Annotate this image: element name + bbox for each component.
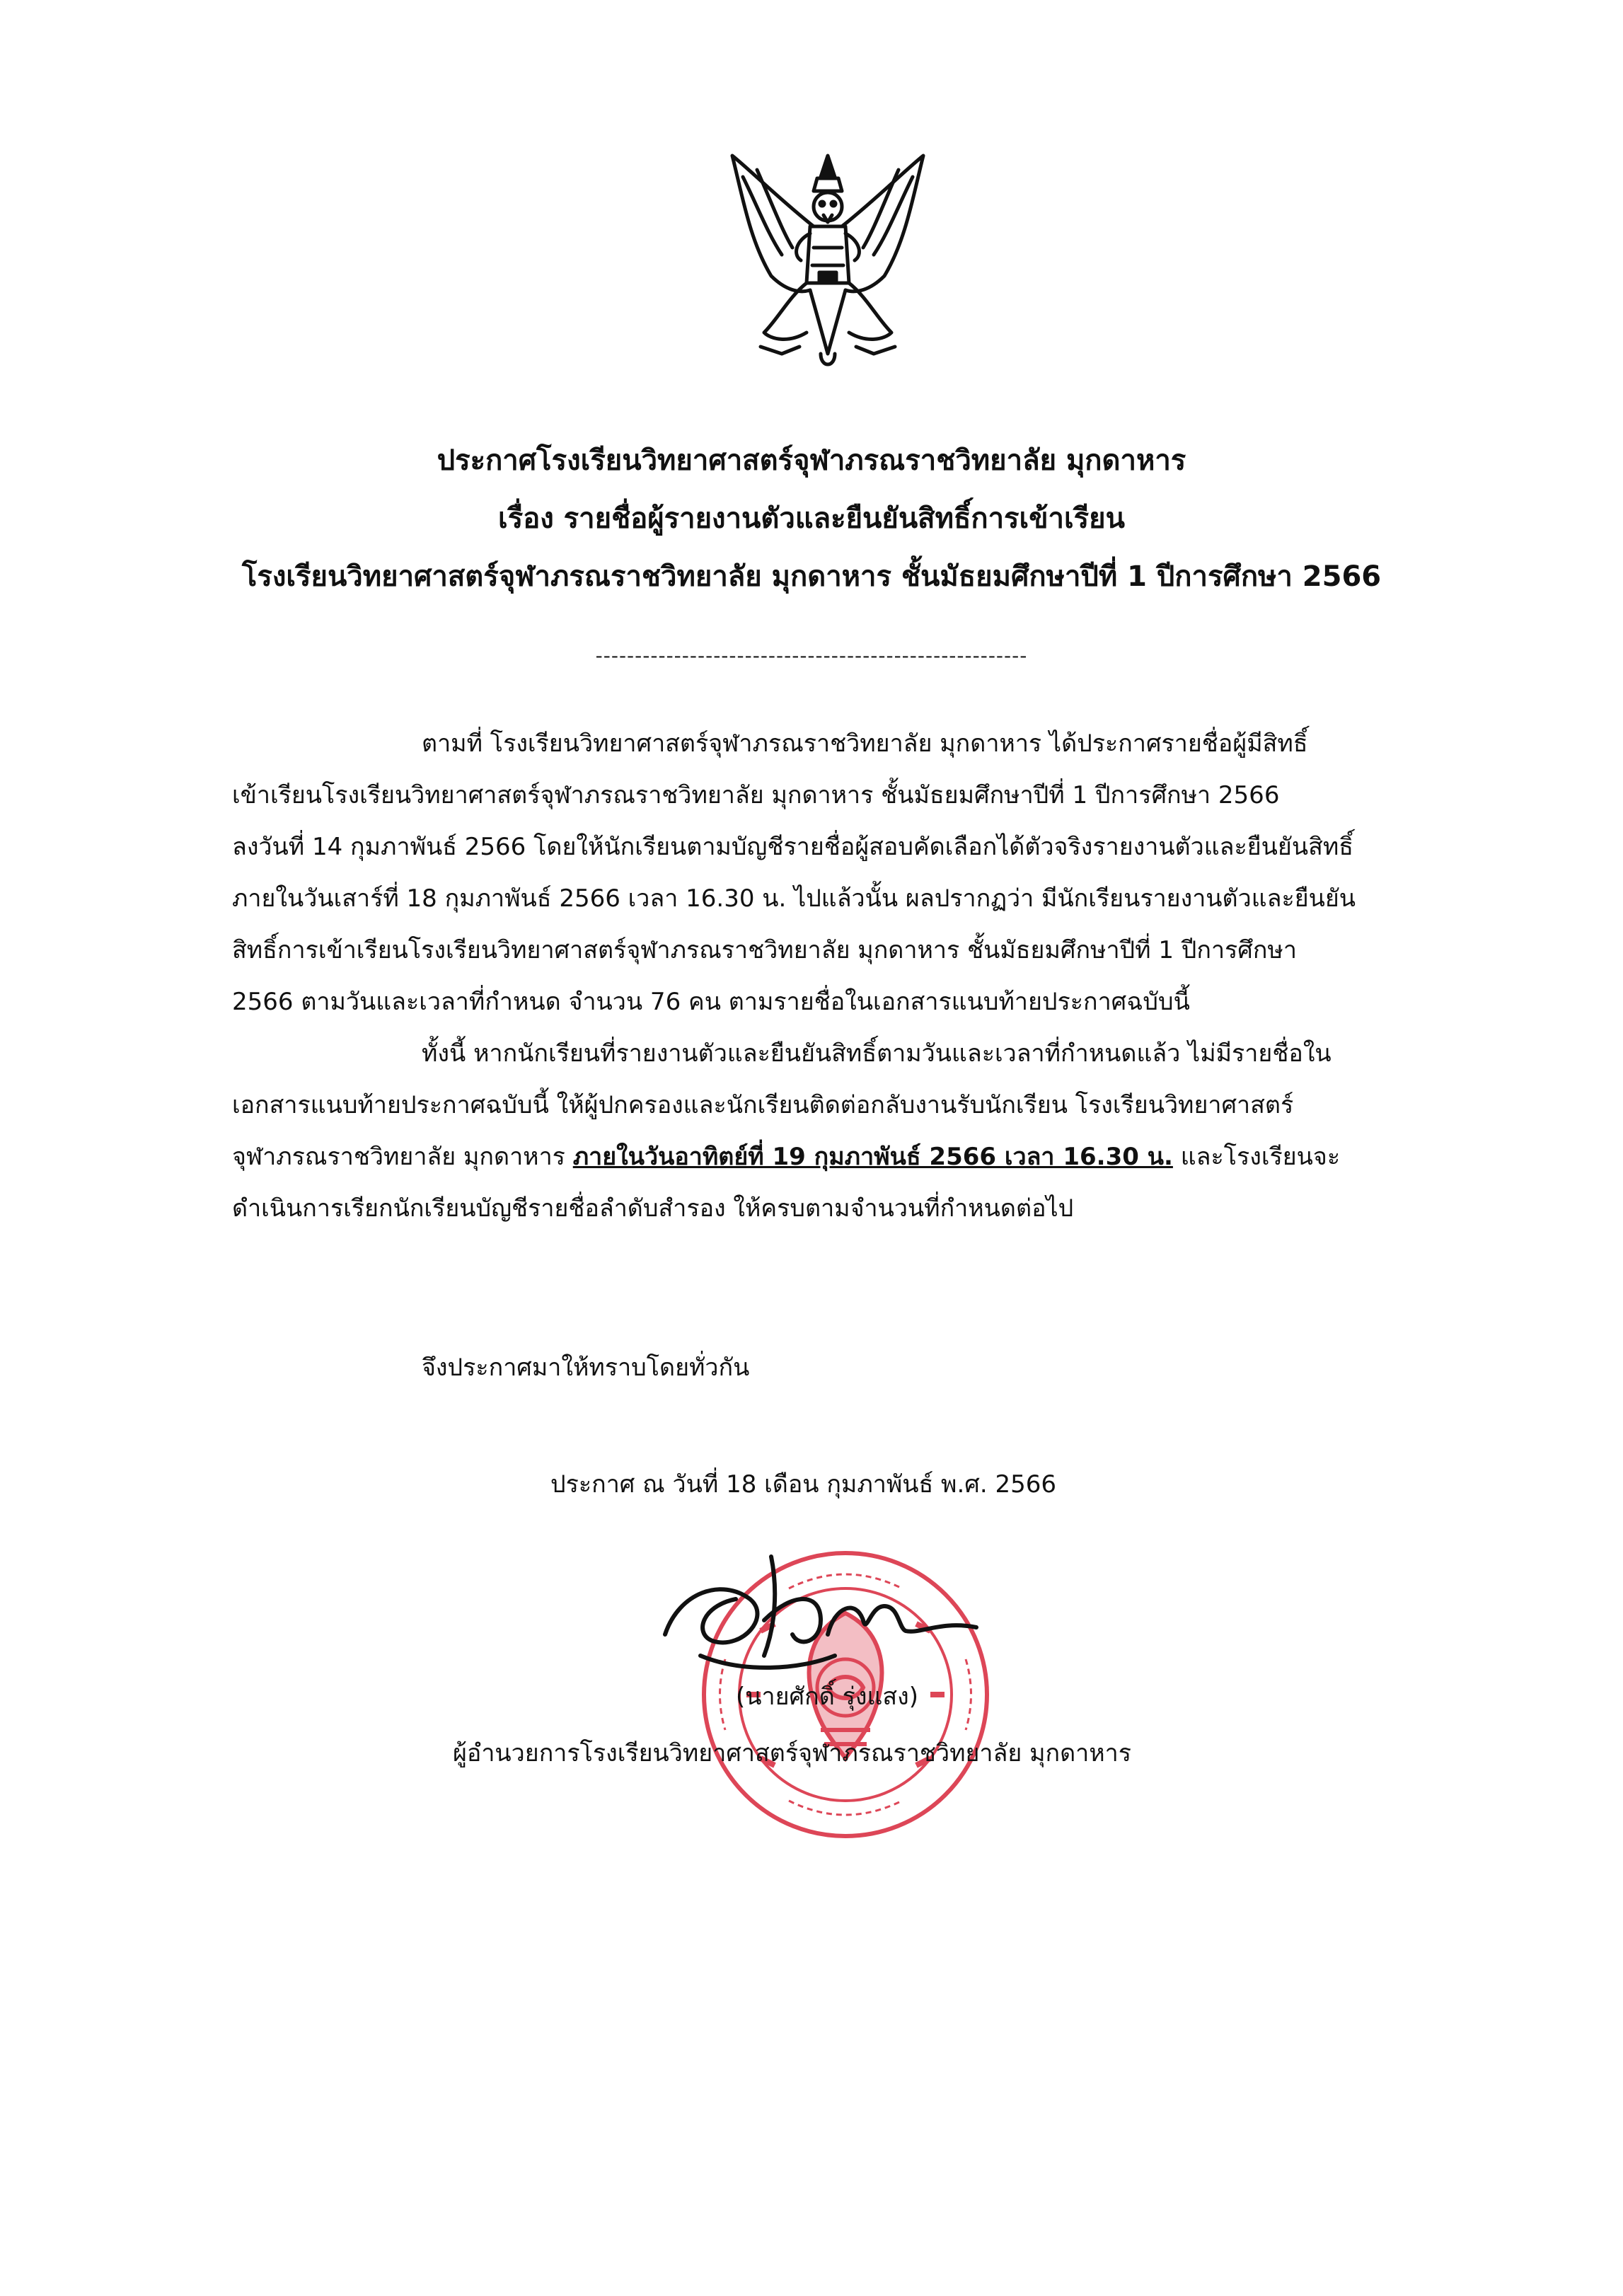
signer-position: ผู้อำนวยการโรงเรียนวิทยาศาสตร์จุฬาภรณราชวิทยาลัย มุกดาหาร <box>453 1739 1132 1767</box>
paragraph-1-line-5: สิทธิ์การเข้าเรียนโรงเรียนวิทยาศาสตร์จุฬาภรณราชวิทยาลัย มุกดาหาร ชั้นมัธยมศึกษาปีที่ 1 ปีการศึกษา <box>232 936 1297 964</box>
paragraph-1-line-2: เข้าเรียนโรงเรียนวิทยาศาสตร์จุฬาภรณราชวิทยาลัย มุกดาหาร ชั้นมัธยมศึกษาปีที่ 1 ปีการศึกษา 2566 <box>232 781 1280 809</box>
title-line-2: เรื่อง รายชื่อผู้รายงานตัวและยืนยันสิทธิ์การเข้าเรียน <box>498 502 1125 535</box>
signer-name: (นายศักดิ์ รุ่งแสง) <box>736 1683 918 1711</box>
title-line-3: โรงเรียนวิทยาศาสตร์จุฬาภรณราชวิทยาลัย มุกดาหาร ชั้นมัธยมศึกษาปีที่ 1 ปีการศึกษา 2566 <box>241 560 1382 593</box>
paragraph-1-line-4: ภายในวันเสาร์ที่ 18 กุมภาพันธ์ 2566 เวลา 16.30 น. ไปแล้วนั้น ผลปรากฏว่า มีนักเรียนรายงานตัวและยืนยัน <box>232 884 1356 913</box>
paragraph-1-line-1: ตามที่ โรงเรียนวิทยาศาสตร์จุฬาภรณราชวิทยาลัย มุกดาหาร ได้ประกาศรายชื่อผู้มีสิทธิ์ <box>422 729 1308 758</box>
title-line-1: ประกาศโรงเรียนวิทยาศาสตร์จุฬาภรณราชวิทยาลัย มุกดาหาร <box>437 444 1186 477</box>
handwritten-signature <box>658 1550 983 1684</box>
paragraph-1-line-6: 2566 ตามวันและเวลาที่กำหนด จำนวน 76 คน ตามรายชื่อในเอกสารแนบท้ายประกาศฉบับนี้ <box>232 988 1190 1016</box>
closing-statement: จึงประกาศมาให้ทราบโดยทั่วกัน <box>422 1354 750 1382</box>
announcement-date: ประกาศ ณ วันที่ 18 เดือน กุมภาพันธ์ พ.ศ. 2566 <box>550 1470 1056 1499</box>
announcement-body <box>232 718 1472 1235</box>
paragraph-2-line-4: ดำเนินการเรียกนักเรียนบัญชีรายชื่อลำดับสำรอง ให้ครบตามจำนวนที่กำหนดต่อไป <box>232 1194 1074 1223</box>
title-divider: ------------------------------------------------------- <box>595 644 1028 667</box>
paragraph-2-line-3-start: จุฬาภรณราชวิทยาลัย มุกดาหาร <box>232 1143 573 1171</box>
paragraph-2-line-1: ทั้งนี้ หากนักเรียนที่รายงานตัวและยืนยันสิทธิ์ตามวันและเวลาที่กำหนดแล้ว ไม่มีรายชื่อใน <box>422 1039 1332 1068</box>
paragraph-2-line-2: เอกสารแนบท้ายประกาศฉบับนี้ ให้ผู้ปกครองและนักเรียนติดต่อกลับงานรับนักเรียน โรงเรียนวิทยาศาสตร์ <box>232 1091 1294 1119</box>
paragraph-2-line-3 <box>232 1131 1472 1183</box>
paragraph-1-line-3: ลงวันที่ 14 กุมภาพันธ์ 2566 โดยให้นักเรียนตามบัญชีรายชื่อผู้สอบคัดเลือกได้ตัวจริงรายงานตัวและยืนยันสิทธิ์ <box>232 833 1353 861</box>
garuda-emblem-icon <box>722 142 934 375</box>
deadline-emphasis: ภายในวันอาทิตย์ที่ 19 กุมภาพันธ์ 2566 เวลา 16.30 น. <box>572 1143 1173 1171</box>
announcement-title <box>141 432 1482 606</box>
paragraph-2-line-3-end: และโรงเรียนจะ <box>1172 1143 1341 1171</box>
